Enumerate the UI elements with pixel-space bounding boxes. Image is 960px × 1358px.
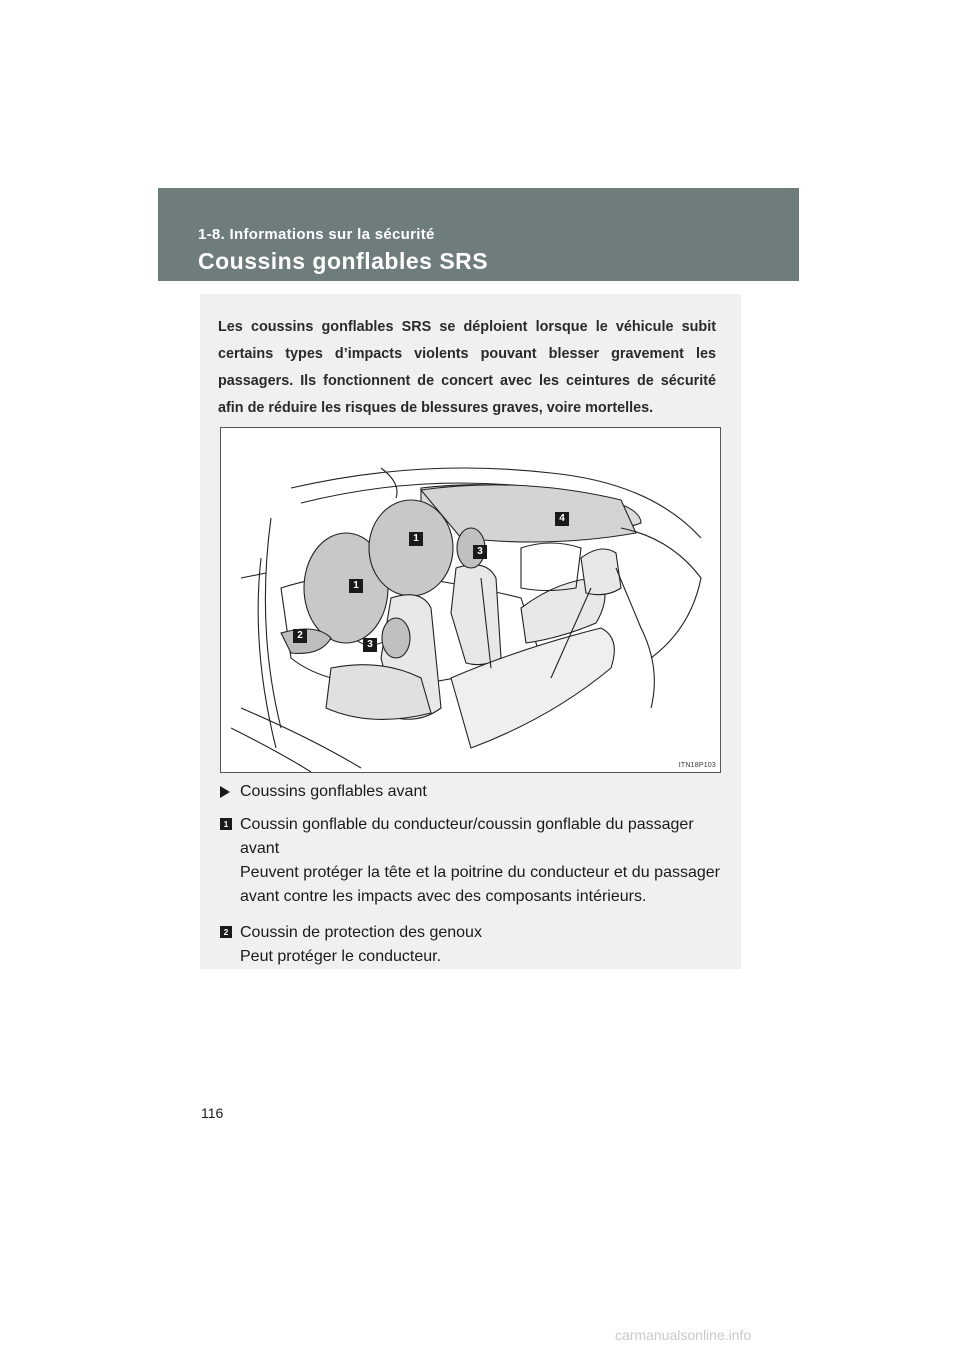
page-number: 116 bbox=[201, 1105, 224, 1121]
callout-1-driver: 1 bbox=[349, 579, 363, 593]
callout-1-passenger: 1 bbox=[409, 532, 423, 546]
watermark: carmanualsonline.info bbox=[615, 1327, 752, 1343]
figure-id: ITN18P103 bbox=[678, 762, 716, 769]
content-panel bbox=[200, 294, 741, 969]
section-label: 1-8. Informations sur la sécurité bbox=[198, 226, 435, 243]
item-description: Peut protéger le conducteur. bbox=[240, 948, 442, 965]
intro-paragraph: Les coussins gonflables SRS se déploient lorsque le véhicule subit certains types d’impacts violents pouvant blesser gravement les passagers. Ils fonctionnent de concert avec les ceintures de sécurité afin de réduire les risques de blessures graves, voire mortelles. bbox=[218, 319, 716, 416]
list-item bbox=[220, 921, 720, 969]
airbag-list bbox=[220, 780, 720, 981]
callout-4-curtain: 4 bbox=[555, 512, 569, 526]
sub-heading bbox=[220, 780, 720, 804]
sub-heading-text: Coussins gonflables avant bbox=[240, 783, 427, 800]
arrow-right-icon bbox=[220, 786, 230, 798]
page-title: Coussins gonflables SRS bbox=[198, 248, 489, 274]
item-title: Coussin gonflable du conducteur/coussin gonflable du passager avant bbox=[240, 816, 694, 857]
car-interior-drawing bbox=[221, 428, 720, 772]
list-item bbox=[220, 813, 720, 909]
number-badge: 2 bbox=[220, 926, 232, 938]
section-header bbox=[158, 188, 799, 281]
callout-3-passenger-seat: 3 bbox=[473, 545, 487, 559]
number-badge: 1 bbox=[220, 818, 232, 830]
item-title: Coussin de protection des genoux bbox=[240, 924, 482, 941]
callout-2-knee: 2 bbox=[293, 629, 307, 643]
airbag-illustration bbox=[220, 427, 721, 773]
callout-3-driver-seat: 3 bbox=[363, 638, 377, 652]
item-description: Peuvent protéger la tête et la poitrine du conducteur et du passager avant contre les impacts avec des composants intérieurs. bbox=[240, 864, 720, 905]
